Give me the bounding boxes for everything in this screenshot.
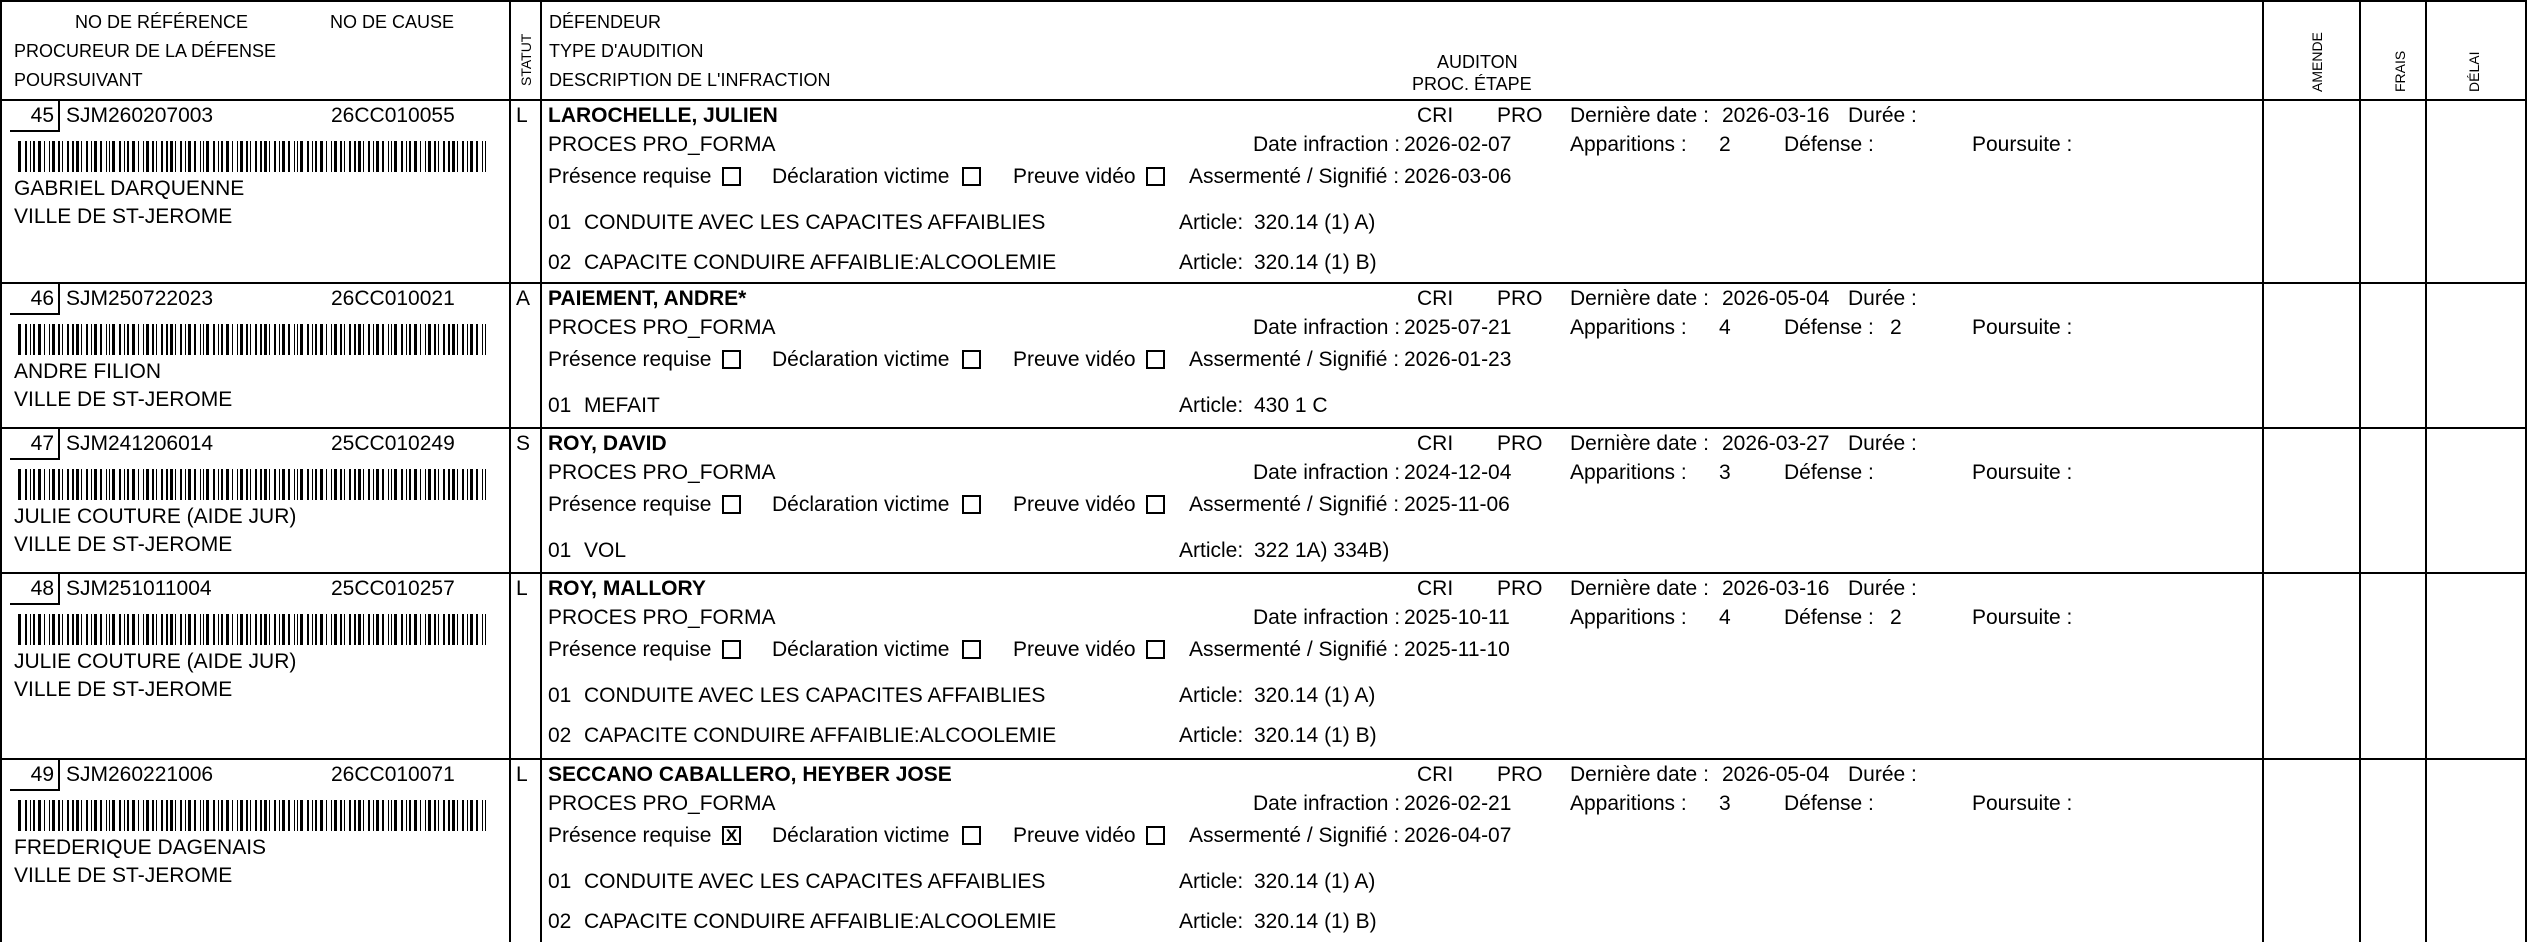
label-declaration: Déclaration victime — [772, 638, 950, 661]
assermente-date: 2025-11-06 — [1404, 493, 1510, 516]
declaration-checkbox[interactable] — [962, 640, 981, 659]
apparitions-value: 4 — [1719, 606, 1731, 629]
barcode — [18, 324, 488, 355]
offence-description: CONDUITE AVEC LES CAPACITES AFFAIBLIES — [584, 684, 1046, 707]
offence-article: 430 1 C — [1254, 394, 1328, 417]
prosecutor: VILLE DE ST-JEROME — [14, 678, 233, 701]
presence-checkbox[interactable]: X — [722, 826, 741, 845]
assermente-date: 2026-04-07 — [1404, 824, 1512, 847]
header-procureur: PROCUREUR DE LA DÉFENSE — [14, 41, 277, 61]
hearing-type: PROCES PRO_FORMA — [548, 133, 776, 156]
offence-description: CAPACITE CONDUIRE AFFAIBLIE:ALCOOLEMIE — [584, 724, 1057, 747]
header-defendeur: DÉFENDEUR — [549, 12, 662, 32]
label-derniere-date: Dernière date : — [1570, 287, 1709, 310]
header-description: DESCRIPTION DE L'INFRACTION — [549, 70, 831, 90]
case-number: 45 — [10, 101, 60, 132]
declaration-checkbox[interactable] — [962, 167, 981, 186]
label-preuve: Preuve vidéo — [1013, 165, 1136, 188]
label-preuve: Preuve vidéo — [1013, 638, 1136, 661]
label-declaration: Déclaration victime — [772, 493, 950, 516]
header-poursuivant: POURSUIVANT — [14, 70, 143, 90]
label-date-infraction: Date infraction : — [1253, 133, 1401, 156]
offence-code: 02 — [548, 251, 572, 274]
proc-code: CRI — [1417, 577, 1454, 600]
case-number: 47 — [10, 429, 60, 460]
cause-number: 26CC010071 — [331, 763, 455, 786]
label-assermente: Assermenté / Signifié : — [1189, 638, 1400, 661]
derniere-date: 2026-03-16 — [1722, 577, 1830, 600]
defendant-name: SECCANO CABALLERO, HEYBER JOSE — [548, 763, 952, 786]
offence-description: CONDUITE AVEC LES CAPACITES AFFAIBLIES — [584, 211, 1046, 234]
label-defense: Défense : — [1784, 316, 1874, 339]
offence-code: 02 — [548, 724, 572, 747]
offence-code: 01 — [548, 684, 572, 707]
hearing-type: PROCES PRO_FORMA — [548, 461, 776, 484]
case-number: 48 — [10, 574, 60, 605]
label-duree: Durée : — [1848, 577, 1917, 600]
apparitions-value: 3 — [1719, 461, 1731, 484]
label-duree: Durée : — [1848, 287, 1917, 310]
label-presence: Présence requise — [548, 348, 712, 371]
label-duree: Durée : — [1848, 432, 1917, 455]
date-infraction: 2026-02-21 — [1404, 792, 1512, 815]
preuve-checkbox[interactable] — [1146, 640, 1165, 659]
label-article: Article: — [1179, 724, 1244, 747]
label-poursuite: Poursuite : — [1972, 792, 2073, 815]
defendant-name: ROY, MALLORY — [548, 577, 706, 600]
label-duree: Durée : — [1848, 104, 1917, 127]
label-assermente: Assermenté / Signifié : — [1189, 493, 1400, 516]
label-article: Article: — [1179, 251, 1244, 274]
label-article: Article: — [1179, 211, 1244, 234]
proc-code: CRI — [1417, 432, 1454, 455]
reference-number: SJM250722023 — [66, 287, 214, 310]
reference-number: SJM251011004 — [66, 577, 212, 600]
apparitions-value: 3 — [1719, 792, 1731, 815]
label-presence: Présence requise — [548, 824, 712, 847]
label-assermente: Assermenté / Signifié : — [1189, 824, 1400, 847]
offence-code: 01 — [548, 870, 572, 893]
label-declaration: Déclaration victime — [772, 348, 950, 371]
derniere-date: 2026-03-27 — [1722, 432, 1830, 455]
offence-description: MEFAIT — [584, 394, 660, 417]
declaration-checkbox[interactable] — [962, 350, 981, 369]
header-no-reference: NO DE RÉFÉRENCE — [75, 12, 249, 32]
offence-article: 320.14 (1) B) — [1254, 910, 1377, 933]
case-number: 49 — [10, 760, 60, 791]
date-infraction: 2024-12-04 — [1404, 461, 1512, 484]
hearing-type: PROCES PRO_FORMA — [548, 316, 776, 339]
label-derniere-date: Dernière date : — [1570, 763, 1709, 786]
defense-value: 2 — [1890, 606, 1902, 629]
label-declaration: Déclaration victime — [772, 824, 950, 847]
cause-number: 26CC010055 — [331, 104, 455, 127]
preuve-checkbox[interactable] — [1146, 350, 1165, 369]
label-presence: Présence requise — [548, 638, 712, 661]
label-date-infraction: Date infraction : — [1253, 606, 1401, 629]
offence-code: 01 — [548, 539, 572, 562]
hearing-type: PROCES PRO_FORMA — [548, 606, 776, 629]
header-delai: DÉLAI — [2466, 51, 2482, 92]
label-defense: Défense : — [1784, 606, 1874, 629]
cause-number: 25CC010249 — [331, 432, 455, 455]
offence-description: CAPACITE CONDUIRE AFFAIBLIE:ALCOOLEMIE — [584, 251, 1057, 274]
reference-number: SJM260221006 — [66, 763, 214, 786]
defendant-name: PAIEMENT, ANDRE* — [548, 287, 747, 310]
statut-code: L — [516, 763, 528, 786]
label-preuve: Preuve vidéo — [1013, 824, 1136, 847]
label-poursuite: Poursuite : — [1972, 133, 2073, 156]
derniere-date: 2026-03-16 — [1722, 104, 1830, 127]
label-poursuite: Poursuite : — [1972, 606, 2073, 629]
label-date-infraction: Date infraction : — [1253, 461, 1401, 484]
defense-lawyer: JULIE COUTURE (AIDE JUR) — [14, 505, 297, 528]
etape-code: PRO — [1497, 104, 1543, 127]
offence-article: 320.14 (1) B) — [1254, 724, 1377, 747]
assermente-date: 2025-11-10 — [1404, 638, 1510, 661]
header-no-cause: NO DE CAUSE — [330, 12, 455, 32]
label-date-infraction: Date infraction : — [1253, 792, 1401, 815]
label-derniere-date: Dernière date : — [1570, 432, 1709, 455]
presence-checkbox[interactable] — [722, 167, 741, 186]
defense-lawyer: GABRIEL DARQUENNE — [14, 177, 245, 200]
apparitions-value: 4 — [1719, 316, 1731, 339]
offence-article: 320.14 (1) A) — [1254, 684, 1376, 707]
cause-number: 26CC010021 — [331, 287, 455, 310]
preuve-checkbox[interactable] — [1146, 167, 1165, 186]
header-auditon: AUDITON — [1437, 52, 1518, 72]
preuve-checkbox[interactable] — [1146, 826, 1165, 845]
label-duree: Durée : — [1848, 763, 1917, 786]
reference-number: SJM260207003 — [66, 104, 214, 127]
statut-code: L — [516, 577, 528, 600]
defendant-name: LAROCHELLE, JULIEN — [548, 104, 778, 127]
label-poursuite: Poursuite : — [1972, 316, 2073, 339]
label-defense: Défense : — [1784, 133, 1874, 156]
label-apparitions: Apparitions : — [1570, 133, 1687, 156]
offence-code: 02 — [548, 910, 572, 933]
hearing-type: PROCES PRO_FORMA — [548, 792, 776, 815]
label-article: Article: — [1179, 539, 1244, 562]
prosecutor: VILLE DE ST-JEROME — [14, 864, 233, 887]
label-presence: Présence requise — [548, 493, 712, 516]
offence-article: 320.14 (1) A) — [1254, 870, 1376, 893]
label-assermente: Assermenté / Signifié : — [1189, 348, 1400, 371]
statut-code: L — [516, 104, 528, 127]
presence-checkbox[interactable] — [722, 350, 741, 369]
label-date-infraction: Date infraction : — [1253, 316, 1401, 339]
label-preuve: Preuve vidéo — [1013, 348, 1136, 371]
date-infraction: 2025-07-21 — [1404, 316, 1512, 339]
etape-code: PRO — [1497, 287, 1543, 310]
header-amende: AMENDE — [2309, 32, 2325, 92]
prosecutor: VILLE DE ST-JEROME — [14, 533, 233, 556]
offence-description: CONDUITE AVEC LES CAPACITES AFFAIBLIES — [584, 870, 1046, 893]
offence-article: 320.14 (1) B) — [1254, 251, 1377, 274]
label-assermente: Assermenté / Signifié : — [1189, 165, 1400, 188]
date-infraction: 2026-02-07 — [1404, 133, 1512, 156]
label-poursuite: Poursuite : — [1972, 461, 2073, 484]
defendant-name: ROY, DAVID — [548, 432, 667, 455]
proc-code: CRI — [1417, 104, 1454, 127]
defense-value: 2 — [1890, 316, 1902, 339]
label-defense: Défense : — [1784, 461, 1874, 484]
etape-code: PRO — [1497, 763, 1543, 786]
label-article: Article: — [1179, 394, 1244, 417]
derniere-date: 2026-05-04 — [1722, 287, 1830, 310]
assermente-date: 2026-03-06 — [1404, 165, 1512, 188]
derniere-date: 2026-05-04 — [1722, 763, 1830, 786]
label-preuve: Preuve vidéo — [1013, 493, 1136, 516]
label-apparitions: Apparitions : — [1570, 792, 1687, 815]
declaration-checkbox[interactable] — [962, 826, 981, 845]
label-derniere-date: Dernière date : — [1570, 104, 1709, 127]
label-article: Article: — [1179, 870, 1244, 893]
label-article: Article: — [1179, 684, 1244, 707]
label-article: Article: — [1179, 910, 1244, 933]
header-frais: FRAIS — [2392, 50, 2408, 92]
label-presence: Présence requise — [548, 165, 712, 188]
offence-description: VOL — [584, 539, 627, 562]
barcode — [18, 614, 488, 645]
barcode — [18, 141, 488, 172]
defense-lawyer: ANDRE FILION — [14, 360, 162, 383]
date-infraction: 2025-10-11 — [1404, 606, 1510, 629]
presence-checkbox[interactable] — [722, 495, 741, 514]
header-statut: STATUT — [518, 33, 534, 86]
cause-number: 25CC010257 — [331, 577, 455, 600]
defense-lawyer: FREDERIQUE DAGENAIS — [14, 836, 267, 859]
offence-code: 01 — [548, 394, 572, 417]
etape-code: PRO — [1497, 432, 1543, 455]
prosecutor: VILLE DE ST-JEROME — [14, 388, 233, 411]
defense-lawyer: JULIE COUTURE (AIDE JUR) — [14, 650, 297, 673]
assermente-date: 2026-01-23 — [1404, 348, 1512, 371]
label-apparitions: Apparitions : — [1570, 606, 1687, 629]
header-type-audition: TYPE D'AUDITION — [549, 41, 704, 61]
header-proc-etape: PROC. ÉTAPE — [1412, 74, 1532, 94]
declaration-checkbox[interactable] — [962, 495, 981, 514]
proc-code: CRI — [1417, 287, 1454, 310]
label-derniere-date: Dernière date : — [1570, 577, 1709, 600]
statut-code: S — [516, 432, 531, 455]
proc-code: CRI — [1417, 763, 1454, 786]
preuve-checkbox[interactable] — [1146, 495, 1165, 514]
barcode — [18, 800, 488, 831]
case-number: 46 — [10, 284, 60, 315]
reference-number: SJM241206014 — [66, 432, 214, 455]
offence-code: 01 — [548, 211, 572, 234]
offence-article: 320.14 (1) A) — [1254, 211, 1376, 234]
prosecutor: VILLE DE ST-JEROME — [14, 205, 233, 228]
label-declaration: Déclaration victime — [772, 165, 950, 188]
label-apparitions: Apparitions : — [1570, 461, 1687, 484]
label-apparitions: Apparitions : — [1570, 316, 1687, 339]
barcode — [18, 469, 488, 500]
label-defense: Défense : — [1784, 792, 1874, 815]
statut-code: A — [516, 287, 531, 310]
etape-code: PRO — [1497, 577, 1543, 600]
offence-article: 322 1A) 334B) — [1254, 539, 1390, 562]
offence-description: CAPACITE CONDUIRE AFFAIBLIE:ALCOOLEMIE — [584, 910, 1057, 933]
presence-checkbox[interactable] — [722, 640, 741, 659]
apparitions-value: 2 — [1719, 133, 1731, 156]
